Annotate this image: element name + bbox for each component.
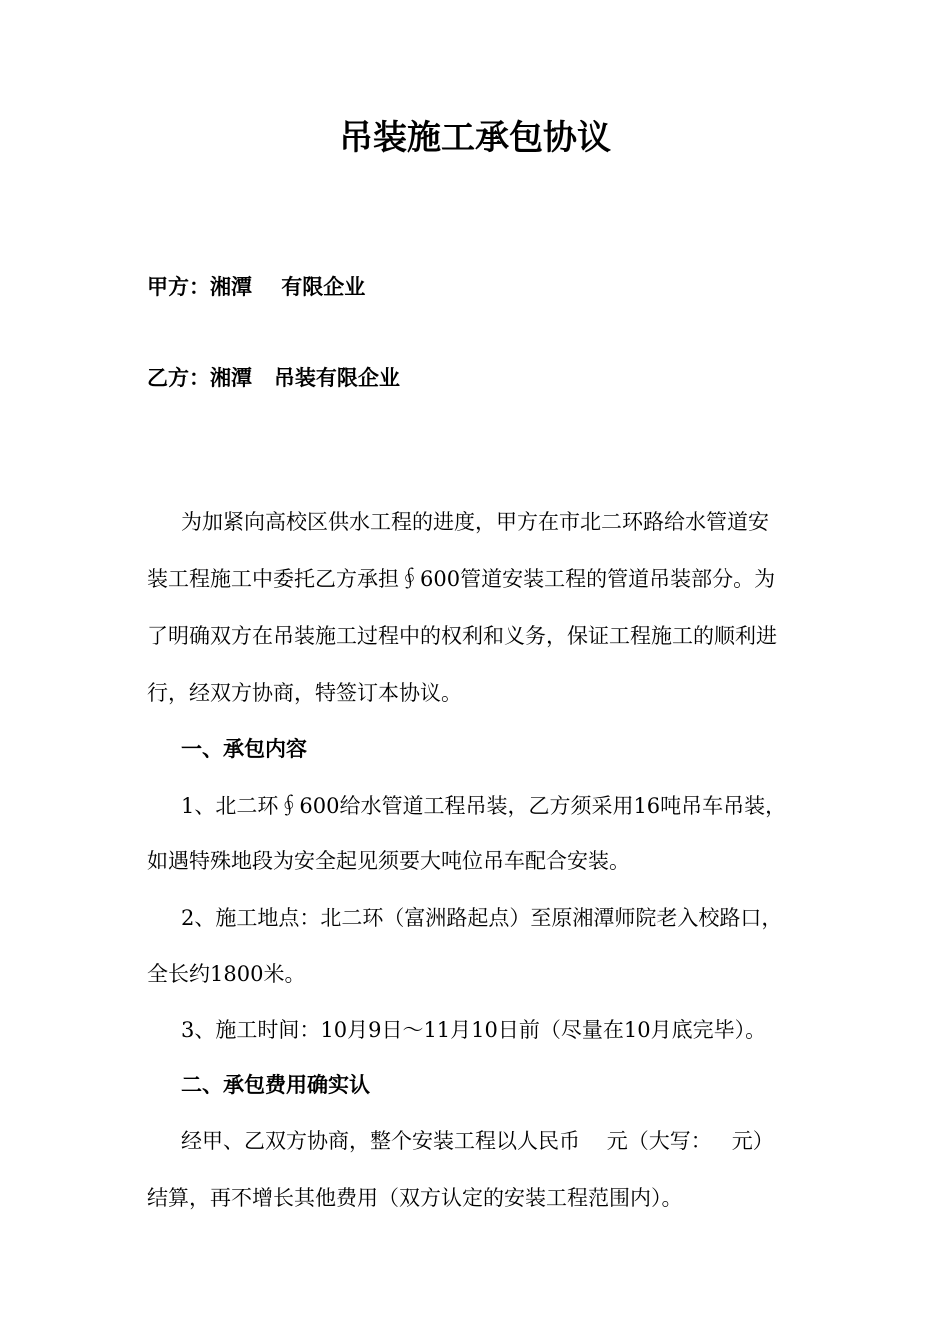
- intro-line: 为加紧向高校区供水工程的进度，甲方在市北二环路给水管道安: [181, 510, 769, 534]
- intro-line: 了明确双方在吊装施工过程中的权利和义务，保证工程施工的顺利进: [147, 624, 777, 648]
- fee-line: 经甲、乙双方协商，整个安装工程以人民币 元（大写： 元）: [181, 1129, 774, 1153]
- fee-line: 结算，再不增长其他费用（双方认定的安装工程范围内）。: [147, 1186, 683, 1210]
- item-1-line: 1、北二环∮600给水管道工程吊装，乙方须采用16吨吊车吊装，: [181, 794, 787, 818]
- party-a: 甲方：湘潭 有限企业: [147, 275, 366, 299]
- item-1-line: 如遇特殊地段为安全起见须要大吨位吊车配合安装。: [147, 849, 630, 873]
- item-2-line: 2、施工地点：北二环（富洲路起点）至原湘潭师院老入校路口，: [181, 906, 783, 930]
- item-3-line: 3、施工时间：10月9日～11月10日前（尽量在10月底完毕）。: [181, 1018, 767, 1042]
- party-b: 乙方：湘潭 吊装有限企业: [147, 366, 400, 390]
- intro-line: 行，经双方协商，特签订本协议。: [147, 681, 462, 705]
- section-heading-contract-content: 一、承包内容: [181, 737, 307, 761]
- document-title: 吊装施工承包协议: [339, 118, 611, 158]
- item-2-line: 全长约1800米。: [147, 962, 306, 986]
- intro-line: 装工程施工中委托乙方承担∮600管道安装工程的管道吊装部分。为: [147, 567, 776, 591]
- section-heading-fee-confirmation: 二、承包费用确实认: [181, 1073, 370, 1097]
